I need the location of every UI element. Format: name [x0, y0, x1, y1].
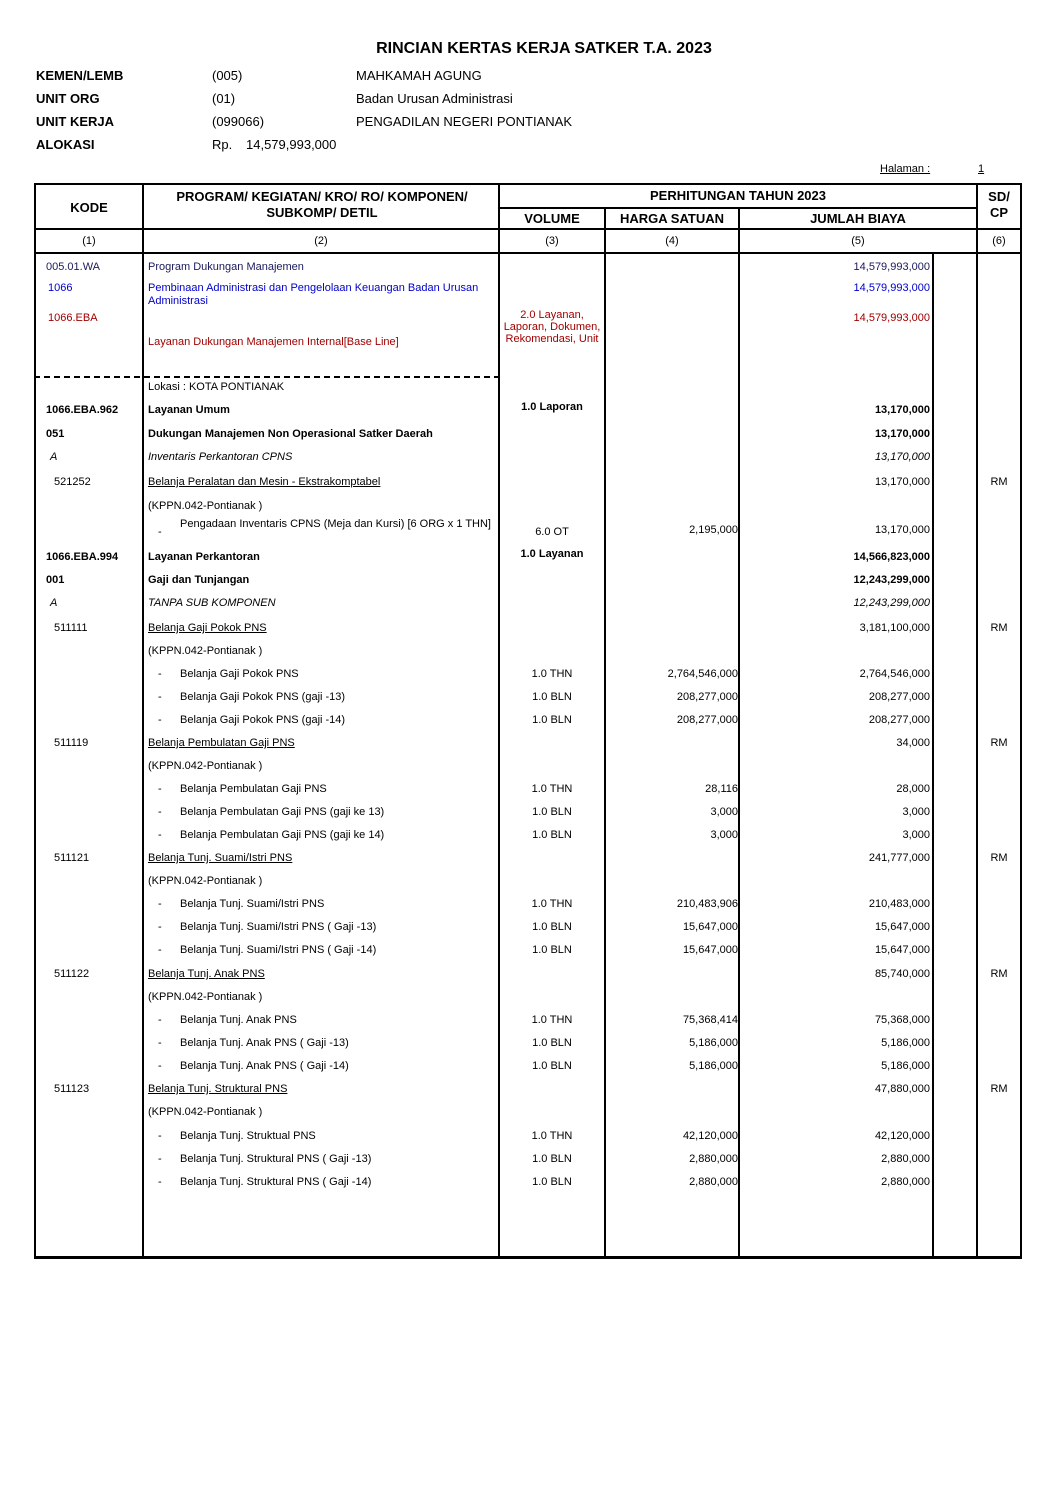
row-kode: 1066.EBA.994 — [46, 551, 119, 563]
row-volume: 1.0 BLN — [532, 921, 572, 933]
meta-key: ALOKASI — [36, 137, 95, 152]
row-desc: Belanja Gaji Pokok PNS (gaji -13) — [180, 691, 346, 703]
table-border-bottom — [34, 1256, 1022, 1259]
row-desc: Belanja Tunj. Struktural PNS ( Gaji -13) — [180, 1153, 372, 1165]
row-jumlah: 2,880,000 — [881, 1176, 930, 1188]
meta-name: PENGADILAN NEGERI PONTIANAK — [356, 114, 572, 129]
row-volume: 1.0 BLN — [532, 1153, 572, 1165]
row-kode: 1066.EBA.962 — [46, 404, 119, 416]
header-volume: VOLUME — [524, 211, 580, 226]
row-desc: Belanja Tunj. Struktural PNS — [148, 1083, 288, 1095]
colnum-1: (1) — [82, 235, 96, 247]
row-jumlah: 12,243,299,000 — [853, 574, 930, 586]
row-jumlah: 13,170,000 — [874, 476, 930, 488]
row-jumlah: 210,483,000 — [868, 898, 930, 910]
row-desc: Inventaris Perkantoran CPNS — [148, 451, 293, 463]
row-harga: 2,880,000 — [689, 1153, 738, 1165]
meta-code: (01) — [212, 91, 236, 106]
row-kode: 511121 — [54, 852, 90, 864]
header-sdcp: SD/ CP — [988, 189, 1010, 220]
row-sdcp: RM — [990, 968, 1008, 980]
row-volume: 2.0 Layanan, Laporan, Dokumen, Rekomendasi, Unit — [503, 309, 601, 345]
row-harga: 15,647,000 — [682, 921, 738, 933]
row-desc: Belanja Tunj. Anak PNS — [180, 1014, 297, 1026]
row-jumlah: 3,181,100,000 — [859, 622, 930, 634]
row-dash: - — [158, 1037, 162, 1049]
row-jumlah: 75,368,000 — [874, 1014, 930, 1026]
row-jumlah: 208,277,000 — [868, 691, 930, 703]
row-jumlah: 5,186,000 — [881, 1060, 930, 1072]
row-dash: - — [158, 1014, 162, 1026]
col-line — [976, 183, 978, 1259]
col-line — [142, 183, 144, 1259]
row-volume: 1.0 Layanan — [520, 548, 584, 560]
row-kppn: (KPPN.042-Pontianak ) — [148, 645, 263, 657]
col-line — [1020, 183, 1022, 1259]
row-dash: - — [158, 783, 162, 795]
row-desc: TANPA SUB KOMPONEN — [148, 597, 276, 609]
row-kode: 001 — [46, 574, 65, 586]
row-jumlah: 2,764,546,000 — [859, 668, 930, 680]
row-desc: Pembinaan Administrasi dan Pengelolaan Keuangan Badan Urusan Administrasi — [148, 282, 479, 307]
row-kode: 005.01.WA — [46, 261, 101, 273]
row-volume: 1.0 THN — [531, 783, 573, 795]
row-jumlah: 14,579,993,000 — [853, 282, 930, 294]
row-sdcp: RM — [990, 1083, 1008, 1095]
row-desc: Belanja Gaji Pokok PNS — [180, 668, 299, 680]
row-dash: - — [158, 691, 162, 703]
row-dash: - — [158, 829, 162, 841]
row-desc: Belanja Tunj. Struktural PNS ( Gaji -14) — [180, 1176, 372, 1188]
row-sdcp: RM — [990, 852, 1008, 864]
row-volume: 1.0 THN — [531, 1014, 573, 1026]
row-jumlah: 241,777,000 — [868, 852, 930, 864]
row-kppn: (KPPN.042-Pontianak ) — [148, 760, 263, 772]
row-volume: 1.0 THN — [531, 898, 573, 910]
row-dash: - — [158, 944, 162, 956]
row-kode: A — [50, 597, 58, 609]
row-jumlah: 5,186,000 — [881, 1037, 930, 1049]
row-jumlah: 15,647,000 — [874, 921, 930, 933]
row-jumlah: 28,000 — [896, 783, 930, 795]
row-jumlah: 2,880,000 — [881, 1153, 930, 1165]
row-jumlah: 47,880,000 — [874, 1083, 930, 1095]
row-jumlah: 14,579,993,000 — [853, 312, 930, 324]
row-sdcp: RM — [990, 737, 1008, 749]
meta-name: MAHKAMAH AGUNG — [356, 68, 482, 83]
row-desc: Belanja Gaji Pokok PNS (gaji -14) — [180, 714, 346, 726]
row-sdcp: RM — [990, 476, 1008, 488]
row-location: Lokasi : KOTA PONTIANAK — [148, 381, 285, 393]
row-harga: 42,120,000 — [682, 1130, 738, 1142]
row-volume: 1.0 BLN — [532, 691, 572, 703]
meta-key: UNIT ORG — [36, 91, 100, 106]
header-kode: KODE — [70, 200, 108, 215]
col-line — [34, 183, 36, 1259]
row-jumlah: 42,120,000 — [874, 1130, 930, 1142]
row-dash: - — [158, 1176, 162, 1188]
row-desc: Belanja Tunj. Struktual PNS — [180, 1130, 316, 1142]
row-kode: 511111 — [54, 622, 88, 634]
row-harga: 208,277,000 — [676, 691, 738, 703]
row-volume: 1.0 BLN — [532, 829, 572, 841]
row-jumlah: 13,170,000 — [874, 428, 930, 440]
row-desc: Layanan Umum — [148, 404, 230, 416]
row-kppn: (KPPN.042-Pontianak ) — [148, 500, 263, 512]
row-desc: Belanja Peralatan dan Mesin - Ekstrakomptabel — [148, 476, 381, 488]
row-harga: 2,880,000 — [689, 1176, 738, 1188]
row-jumlah: 208,277,000 — [868, 714, 930, 726]
meta-key: KEMEN/LEMB — [36, 68, 124, 83]
row-jumlah: 14,579,993,000 — [853, 261, 930, 273]
row-dash: - — [158, 526, 162, 538]
header-perhitungan: PERHITUNGAN TAHUN 2023 — [649, 188, 826, 203]
row-jumlah: 3,000 — [902, 806, 930, 818]
header-program: PROGRAM/ KEGIATAN/ KRO/ RO/ KOMPONEN/ SUBKOMP/ DETIL — [176, 189, 468, 220]
row-harga: 2,195,000 — [689, 524, 738, 536]
page-indicator — [880, 163, 985, 175]
header-jumlah: JUMLAH BIAYA — [810, 211, 906, 226]
row-desc: Belanja Tunj. Suami/Istri PNS — [148, 852, 293, 864]
row-dash: - — [158, 921, 162, 933]
row-desc: Belanja Tunj. Suami/Istri PNS — [180, 898, 325, 910]
row-harga: 15,647,000 — [682, 944, 738, 956]
row-dash: - — [158, 668, 162, 680]
row-desc: Belanja Tunj. Suami/Istri PNS ( Gaji -13) — [180, 921, 377, 933]
colnum-4: (4) — [665, 235, 679, 247]
row-dash: - — [158, 806, 162, 818]
meta-code: (005) — [212, 68, 243, 83]
row-dash: - — [158, 714, 162, 726]
col-line — [738, 207, 740, 1259]
row-volume: 1.0 BLN — [532, 806, 572, 818]
row-harga: 5,186,000 — [689, 1060, 738, 1072]
row-harga: 2,764,546,000 — [667, 668, 738, 680]
row-jumlah: 34,000 — [896, 737, 930, 749]
location-separator — [34, 376, 500, 378]
row-dash: - — [158, 898, 162, 910]
meta-key: UNIT KERJA — [36, 114, 115, 129]
row-volume: 6.0 OT — [535, 526, 569, 538]
table-border-top — [34, 183, 1022, 185]
row-kode: 1066 — [48, 282, 73, 294]
row-jumlah: 12,243,299,000 — [853, 597, 930, 609]
colnum-6: (6) — [992, 235, 1006, 247]
colnum-2: (2) — [314, 235, 328, 247]
row-desc: Program Dukungan Manajemen — [148, 261, 304, 273]
row-kode: 511122 — [54, 968, 90, 980]
row-desc: Belanja Tunj. Anak PNS ( Gaji -13) — [180, 1037, 349, 1049]
row-kppn: (KPPN.042-Pontianak ) — [148, 875, 263, 887]
row-desc: Pengadaan Inventaris CPNS (Meja dan Kursi) [6 ORG x 1 THN] — [180, 518, 491, 530]
row-desc: Gaji dan Tunjangan — [148, 574, 250, 586]
row-jumlah: 14,566,823,000 — [853, 551, 930, 563]
row-kppn: (KPPN.042-Pontianak ) — [148, 991, 263, 1003]
row-sdcp: RM — [990, 622, 1008, 634]
row-kppn: (KPPN.042-Pontianak ) — [148, 1106, 263, 1118]
meta-code: (099066) — [212, 114, 265, 129]
row-volume: 1.0 BLN — [532, 944, 572, 956]
page-label: Halaman : — [880, 163, 931, 175]
row-jumlah: 3,000 — [902, 829, 930, 841]
row-jumlah: 13,170,000 — [874, 451, 930, 463]
row-kode: 051 — [46, 428, 65, 440]
row-volume: 1.0 BLN — [532, 714, 572, 726]
meta-currency: Rp. — [212, 137, 233, 152]
row-jumlah: 85,740,000 — [874, 968, 930, 980]
row-kode: 521252 — [54, 476, 91, 488]
row-harga: 5,186,000 — [689, 1037, 738, 1049]
row-harga: 28,116 — [705, 783, 738, 795]
row-desc: Belanja Tunj. Anak PNS — [148, 968, 265, 980]
document-title: RINCIAN KERTAS KERJA SATKER T.A. 2023 — [376, 40, 712, 57]
row-dash: - — [158, 1153, 162, 1165]
row-volume: 1.0 BLN — [532, 1037, 572, 1049]
row-volume: 1.0 BLN — [532, 1060, 572, 1072]
budget-table — [34, 183, 1022, 1259]
row-volume: 1.0 THN — [531, 1130, 573, 1142]
row-desc: Belanja Pembulatan Gaji PNS — [148, 737, 295, 749]
row-jumlah: 13,170,000 — [874, 524, 930, 536]
header-harga: HARGA SATUAN — [620, 211, 724, 226]
colnum-bottom — [34, 252, 1022, 254]
row-kode: A — [50, 451, 58, 463]
row-dash: - — [158, 1130, 162, 1142]
row-jumlah: 15,647,000 — [874, 944, 930, 956]
row-kode: 1066.EBA — [48, 312, 98, 324]
row-harga: 210,483,906 — [676, 898, 738, 910]
row-desc: Belanja Pembulatan Gaji PNS (gaji ke 13) — [180, 806, 385, 818]
row-kode: 511123 — [54, 1083, 90, 1095]
row-volume: 1.0 THN — [531, 668, 573, 680]
row-jumlah: 13,170,000 — [874, 404, 930, 416]
row-harga: 3,000 — [710, 806, 738, 818]
page-number: 1 — [978, 163, 985, 175]
row-dash: - — [158, 1060, 162, 1072]
row-desc: Dukungan Manajemen Non Operasional Satker Daerah — [148, 428, 433, 440]
row-desc: Belanja Pembulatan Gaji PNS — [180, 783, 327, 795]
header-bottom — [34, 228, 1022, 230]
col-line — [932, 252, 934, 1259]
row-desc: Belanja Pembulatan Gaji PNS (gaji ke 14) — [180, 829, 385, 841]
col-line — [604, 207, 606, 1259]
row-harga: 75,368,414 — [682, 1014, 738, 1026]
alokasi-amount: 14,579,993,000 — [246, 137, 337, 152]
row-desc: Layanan Perkantoran — [148, 551, 260, 563]
colnum-5: (5) — [851, 235, 865, 247]
row-kode: 511119 — [54, 737, 89, 749]
row-harga: 208,277,000 — [676, 714, 738, 726]
colnum-3: (3) — [545, 235, 559, 247]
meta-name: Badan Urusan Administrasi — [356, 91, 513, 106]
row-volume: 1.0 BLN — [532, 1176, 572, 1188]
row-desc: Belanja Tunj. Anak PNS ( Gaji -14) — [180, 1060, 349, 1072]
row-volume: 1.0 Laporan — [521, 401, 583, 413]
row-desc: Layanan Dukungan Manajemen Internal[Base Line] — [148, 336, 399, 348]
row-desc: Belanja Gaji Pokok PNS — [148, 622, 267, 634]
row-desc: Belanja Tunj. Suami/Istri PNS ( Gaji -14) — [180, 944, 377, 956]
row-harga: 3,000 — [710, 829, 738, 841]
